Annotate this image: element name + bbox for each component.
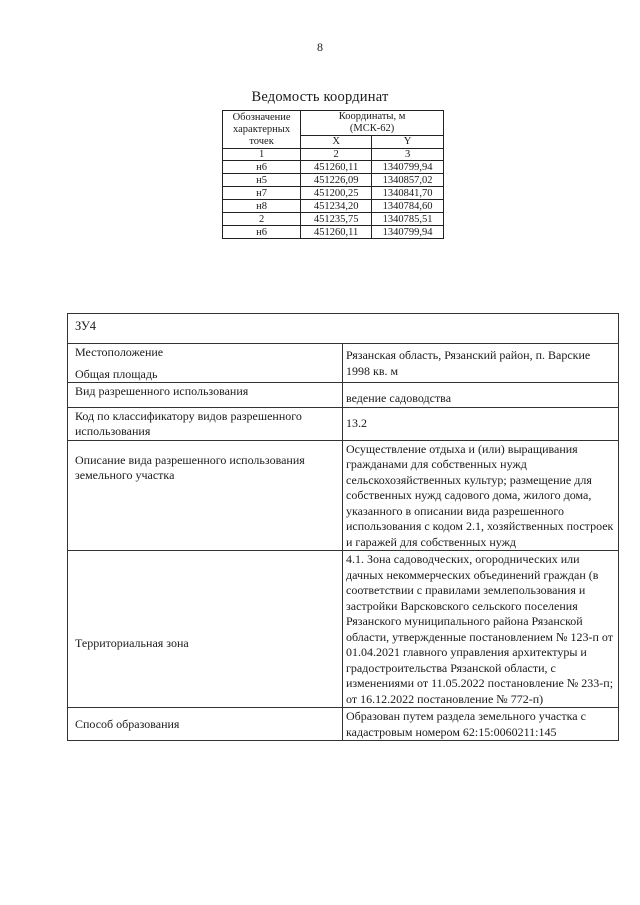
area-label: Общая площадь [75,366,158,381]
point-cell: н8 [223,200,301,213]
formation-label: Способ образования [68,708,343,741]
coordinates-group-header [301,111,444,136]
x-cell: 451226,09 [301,174,372,187]
y-cell: 1340799,94 [372,161,444,174]
column-number: 3 [372,149,444,161]
coordinate-row [223,187,444,200]
x-cell: 451234,20 [301,200,372,213]
permitted-use-label: Вид разрешенного использования [68,383,343,408]
classifier-code-label: Код по классификатору видов разрешенного использования [68,407,343,440]
description-row [68,440,619,551]
x-cell: 451235,75 [301,213,372,226]
zone-row [68,551,619,708]
parcel-id: ЗУ4 [68,314,619,344]
location-area-values [343,344,619,383]
permitted-use-value: ведение садоводства [343,383,619,408]
coordinate-row [223,200,444,213]
description-label: Описание вида разрешенного использования земельного участка [68,440,343,551]
y-cell: 1340857,02 [372,174,444,187]
coordinate-row [223,226,444,239]
column-number: 1 [223,149,301,161]
coordinates-title: Ведомость координат [251,89,389,105]
point-designation-header-line: точек [249,135,274,147]
zone-value: 4.1. Зона садоводческих, огороднических или дачных некоммерческих объединений граждан (в соответствии с правилами землепользования и застройки Варсковского сельского поселения Рязанского муниципального района Рязанской области, утвержденные постановлением № 123-п от 01.04.2021 главного управления архитектуры и градостроительства Рязанской области, с изменениями от 11.05.2022 постановление № 233-п; от 16.12.2022 постановление № 772-п) [343,551,619,708]
point-cell: н5 [223,174,301,187]
x-header: X [301,136,372,149]
location-area-labels [68,344,343,383]
point-cell: н7 [223,187,301,200]
coordinates-table [222,110,444,239]
column-number: 2 [301,149,372,161]
point-designation-header-line: Обозначение [232,111,291,123]
parcel-info-table [67,313,619,741]
point-cell: н6 [223,161,301,174]
column-numbers-row [223,149,444,161]
location-value: Рязанская область, Рязанский район, п. Варские [346,348,591,362]
parcel-id-row [68,314,619,344]
coordinates-header-row [223,111,444,136]
y-cell: 1340785,51 [372,213,444,226]
coordinate-row [223,174,444,187]
page-number: 8 [317,40,323,54]
x-cell: 451200,25 [301,187,372,200]
permitted-use-row [68,383,619,408]
coordinate-row [223,213,444,226]
y-cell: 1340799,94 [372,226,444,239]
location-label: Местоположение [75,345,164,359]
coordinates-group-header-line: (МСК-62) [349,123,395,134]
classifier-code-row [68,407,619,440]
zone-label: Территориальная зона [68,551,343,708]
y-header: Y [372,136,444,149]
classifier-code-value: 13.2 [343,407,619,440]
area-value: 1998 кв. м [346,363,399,378]
y-cell: 1340784,60 [372,200,444,213]
description-value: Осуществление отдыха и (или) выращивания гражданами для собственных нужд сельскохозяйственных культур; размещение для собственных нужд садового дома, жилого дома, указанного в описании вида разрешенного использования с кодом 2.1, хозяйственных построек и гаражей для собственных нужд [343,440,619,551]
coordinate-row [223,161,444,174]
formation-value: Образован путем раздела земельного участка с кадастровым номером 62:15:0060211:145 [343,708,619,741]
point-cell: 2 [223,213,301,226]
x-cell: 451260,11 [301,161,372,174]
point-cell: н6 [223,226,301,239]
point-designation-header [223,111,301,149]
x-cell: 451260,11 [301,226,372,239]
location-area-row [68,344,619,383]
y-cell: 1340841,70 [372,187,444,200]
point-designation-header-line: характерных [233,123,291,135]
formation-row [68,708,619,741]
coordinates-group-header-line: Координаты, м [338,111,406,122]
